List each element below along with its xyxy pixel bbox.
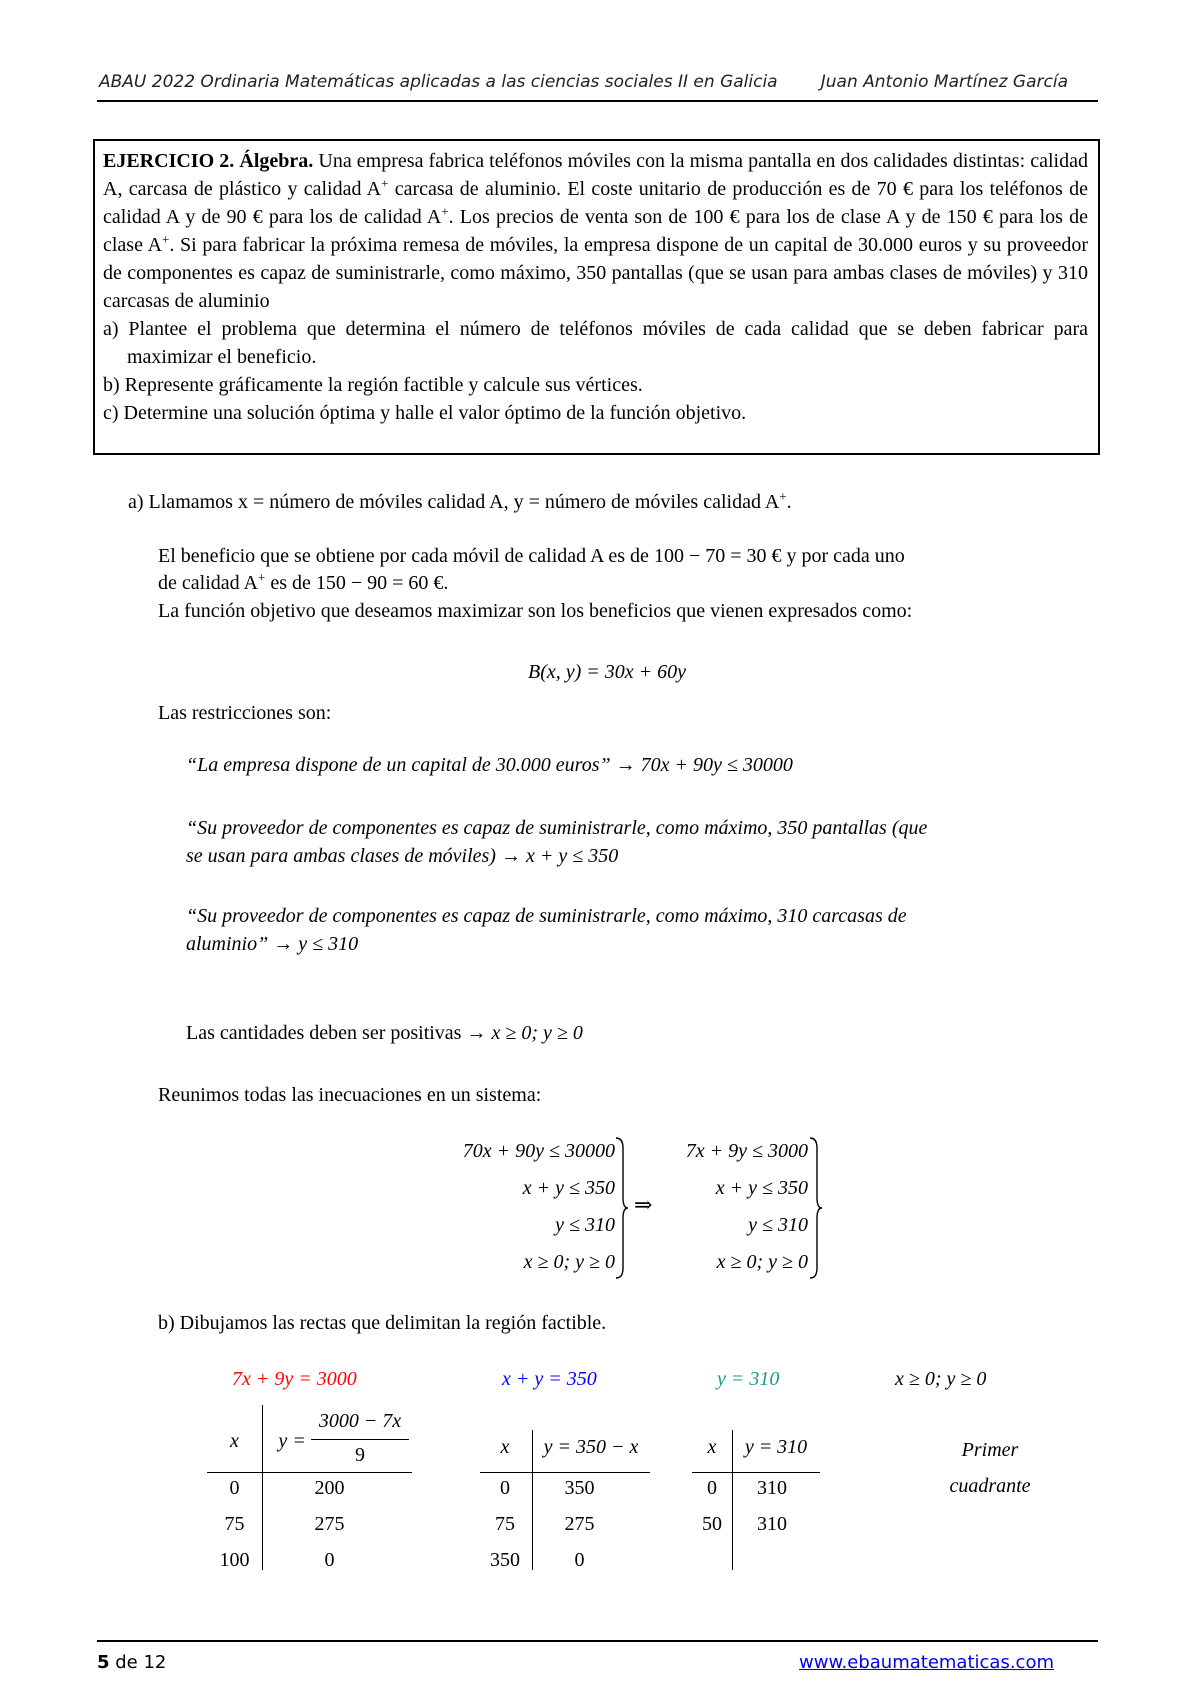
objective-intro: La función objetivo que deseamos maximizar son los beneficios que vienen expresados como: (158, 600, 913, 622)
first-quadrant-line-1: Primer (961, 1439, 1019, 1461)
table-cell: 310 (757, 1477, 787, 1499)
restriction-3-line-1: “Su proveedor de componentes es capaz de suministrarle, como máximo, 310 carcasas de (186, 905, 907, 927)
table-divider (262, 1405, 263, 1570)
system-left (405, 1133, 615, 1281)
line-1-equation: 7x + 9y = 3000 (232, 1368, 357, 1390)
arrow-icon: → (466, 1022, 487, 1044)
exercise-box (93, 139, 1100, 455)
objective-formula: B(x, y) = 30x + 60y (528, 661, 687, 683)
page-header (97, 70, 1098, 102)
restriction-2-line-1: “Su proveedor de componentes es capaz de suministrarle, como máximo, 350 pantallas (que (186, 817, 928, 839)
system-left-row: y ≤ 310 (555, 1214, 615, 1236)
table-line-3 (692, 1400, 822, 1570)
table-cell: 0 (500, 1477, 510, 1499)
system-right-row: x ≥ 0; y ≥ 0 (716, 1251, 808, 1273)
arrow-icon: → (273, 933, 294, 955)
restriction-4-inequality: x ≥ 0; y ≥ 0 (491, 1022, 583, 1044)
restriction-4: Las cantidades deben ser positivas → x ≥ 0; y ≥ 0 (186, 1022, 583, 1044)
page-number: 5 de 12 (97, 1652, 167, 1673)
table-header-denominator: 9 (355, 1444, 365, 1466)
first-quadrant-line-2: cuadrante (949, 1475, 1031, 1497)
table-cell: 0 (324, 1549, 335, 1571)
table-cell: 50 (702, 1513, 722, 1535)
table-header-y-prefix: y = (278, 1430, 306, 1452)
table-header-x: x (707, 1436, 717, 1458)
table-divider (480, 1472, 650, 1473)
system-right-row: y ≤ 310 (748, 1214, 808, 1236)
system-right (600, 1133, 808, 1281)
restrictions-intro: Las restricciones son: (158, 702, 332, 724)
table-cell: 75 (224, 1513, 245, 1535)
header-title: ABAU 2022 Ordinaria Matemáticas aplicadas a las ciencias sociales II en Galicia (99, 72, 778, 92)
table-divider (732, 1430, 733, 1570)
page-footer (97, 1640, 1098, 1673)
table-cell: 0 (229, 1477, 240, 1499)
exercise-part-a: a) Plantee el problema que determina el número de teléfonos móviles de cada calidad que se deben fabricar para maximizar el beneficio. (103, 318, 1088, 368)
table-cell: 100 (219, 1549, 250, 1571)
line-2-equation: x + y = 350 (502, 1368, 597, 1390)
table-cell: 310 (757, 1513, 787, 1535)
table-cell: 275 (314, 1513, 345, 1535)
website-link[interactable]: www.ebaumatematicas.com (799, 1652, 1054, 1673)
restriction-2-inequality: x + y ≤ 350 (525, 845, 619, 867)
table-header-y: y = 350 − x (543, 1436, 639, 1458)
arrow-icon: → (500, 845, 521, 867)
restriction-1-inequality: 70x + 90y ≤ 30000 (640, 754, 793, 776)
restriction-3-inequality: y ≤ 310 (298, 933, 359, 955)
restriction-2-line-2: se usan para ambas clases de móviles) → x + y ≤ 350 (186, 845, 619, 867)
system-right-row: 7x + 9y ≤ 3000 (685, 1140, 808, 1162)
table-cell: 275 (564, 1513, 595, 1535)
system-right-row: x + y ≤ 350 (715, 1177, 808, 1199)
system-intro: Reunimos todas las inecuaciones en un sistema: (158, 1084, 542, 1106)
table-divider (692, 1472, 820, 1473)
table-line-2 (480, 1400, 650, 1570)
table-header-x: x (500, 1436, 510, 1458)
table-cell: 0 (707, 1477, 717, 1499)
table-divider (207, 1472, 412, 1473)
system-left-row: x ≥ 0; y ≥ 0 (523, 1251, 615, 1273)
restriction-1: “La empresa dispone de un capital de 30.000 euros” → 70x + 90y ≤ 30000 (186, 754, 793, 776)
line-4-equation: x ≥ 0; y ≥ 0 (895, 1368, 987, 1390)
exercise-part-b: b) Represente gráficamente la región factible y calcule sus vértices. (103, 374, 643, 396)
benefit-line-1: El beneficio que se obtiene por cada móvil de calidad A es de 100 − 70 = 30 € y por cada uno (158, 545, 905, 567)
table-cell: 75 (495, 1513, 515, 1535)
system-left-row: x + y ≤ 350 (522, 1177, 615, 1199)
exercise-statement: EJERCICIO 2. Álgebra. Una empresa fabrica teléfonos móviles con la misma pantalla en dos calidades distintas: calidad A, carcasa de plástico y calidad A+ carcasa de aluminio. El coste unitario de producción es de 70 € para los teléfonos de calidad A y de 90 € para los de calidad A+. Los precios de venta son de 100 € para los de clase A y de 150 € para los de clase A+. Si para fabricar la próxima remesa de móviles, la empresa dispone de un capital de 30.000 euros y su proveedor de componentes es capaz de suministrarle, como máximo, 350 pantallas (que se usan para ambas clases de móviles) y 310 carcasas de aluminio (103, 150, 1089, 312)
exercise-part-c: c) Determine una solución óptima y halle el valor óptimo de la función objetivo. (103, 402, 747, 424)
fraction-bar (311, 1439, 409, 1440)
solution-a-variables: a) Llamamos x = número de móviles calidad A, y = número de móviles calidad A+. (128, 488, 792, 513)
table-cell: 350 (564, 1477, 595, 1499)
restriction-3-line-2: aluminio” → y ≤ 310 (186, 933, 359, 955)
implies-icon: ⇒ (634, 1192, 653, 1217)
table-header-numerator: 3000 − 7x (318, 1410, 402, 1432)
header-author: Juan Antonio Martínez García (820, 72, 1068, 92)
arrow-icon: → (615, 754, 636, 776)
table-header-x: x (230, 1430, 239, 1452)
exercise-title: EJERCICIO 2. Álgebra. (103, 150, 314, 172)
line-3-equation: y = 310 (717, 1368, 780, 1390)
solution-b-intro: b) Dibujamos las rectas que delimitan la región factible. (158, 1312, 607, 1334)
table-cell: 200 (314, 1477, 345, 1499)
right-brace-right-system (808, 1136, 824, 1280)
table-line-1 (207, 1400, 412, 1570)
table-header-y: y = 310 (744, 1436, 808, 1458)
table-cell: 0 (574, 1549, 585, 1571)
system-left-row: 70x + 90y ≤ 30000 (462, 1140, 615, 1162)
benefit-line-2: de calidad A+ es de 150 − 90 = 60 €. (158, 569, 449, 594)
table-cell: 350 (490, 1549, 520, 1571)
